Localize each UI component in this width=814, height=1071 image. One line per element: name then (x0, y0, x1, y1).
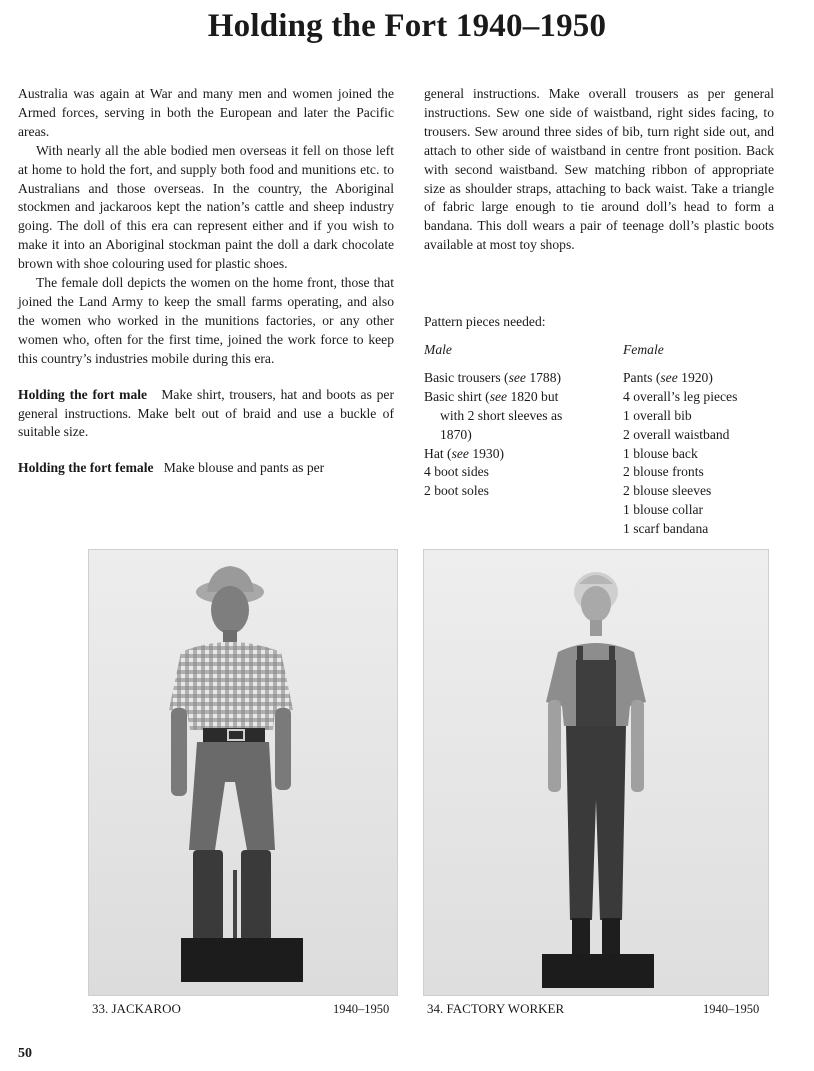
caption-date-jackaroo: 1940–1950 (333, 1002, 390, 1016)
pattern-item-text: 4 overall’s leg pieces (623, 388, 738, 404)
pattern-item (424, 369, 614, 388)
paragraph-female-instructions (18, 459, 394, 478)
pattern-item (623, 501, 793, 520)
pattern-item-text: 1870) (440, 426, 472, 442)
photo-factory-worker (423, 549, 769, 996)
pattern-item-ref: 1930) (468, 445, 505, 461)
pattern-item (424, 445, 614, 464)
pattern-list-female (623, 341, 793, 539)
paragraph-male-instructions (18, 386, 394, 443)
pattern-item (623, 463, 793, 482)
pattern-item-ref: 1820 but (507, 388, 559, 404)
pattern-item-text: 2 blouse fronts (623, 464, 704, 480)
pattern-item-text: 1 blouse collar (623, 502, 704, 518)
pattern-item (623, 407, 793, 426)
pattern-item (623, 520, 793, 539)
female-text: Make blouse and pants as per (163, 460, 325, 476)
pattern-heading: Pattern pieces needed: (424, 314, 546, 329)
female-label: Female (623, 342, 664, 357)
caption-jackaroo: 33. JACKAROO (92, 1001, 181, 1016)
pattern-item (424, 407, 614, 426)
pattern-item-see: see (489, 388, 508, 404)
male-label: Male (424, 342, 452, 357)
pattern-item-text: 1 blouse back (623, 445, 698, 461)
paragraph-hold-fort: With nearly all the able bodied men overseas it fell on those left at home to hold the fort, and supply both food and munitions etc. to Australians and those overseas. In the country, the Aboriginal stockmen and jackaroos kept the nation’s cattle and sheep industry going. The doll of this era can represent either and if you wish to make it into an Aboriginal stockman paint the doll a dark chocolate brown with shoe colouring used for plastic shoes. (18, 142, 394, 272)
pattern-item (623, 388, 793, 407)
page-title: Holding the Fort 1940–1950 (207, 8, 607, 44)
pattern-item-text: Hat ( (424, 445, 452, 461)
pattern-item (424, 426, 614, 445)
caption-date-factory-worker: 1940–1950 (703, 1002, 760, 1016)
paragraph-female-doll: The female doll depicts the women on the home front, those that joined the Land Army to keep the small farms operating, and also the women who worked in the munitions factories, or any other women who, often for the first time, joined the work force to keep this country’s industries mobile during this era. (18, 275, 394, 366)
left-column (18, 85, 394, 478)
paragraph-war: Australia was again at War and many men and women joined the Armed forces, serving in both the European and later the Pacific areas. (18, 86, 394, 139)
paragraph-continuation: general instructions. Make overall trousers as per general instructions. Sew one side of waistband, right sides facing, to trousers. Sew around three sides of bib, turn right side out, and attach to other side of waistband in centre front position. Back with second waistband. Sew matching ribbon of appropriate size as shoulder straps, attaching to back waist. Take a triangle of fabric large enough to tie around doll’s head to form a bandana. This doll wears a pair of teenage doll’s plastic boots available at most toy shops. (424, 86, 774, 253)
pattern-item-see: see (508, 369, 526, 385)
pattern-item (424, 482, 614, 501)
pattern-item-text: with 2 short sleeves as (440, 407, 563, 423)
pattern-item (623, 369, 793, 388)
pattern-item-text: Basic shirt ( (424, 388, 490, 404)
pattern-item (623, 482, 793, 501)
pattern-item-text: 1 scarf bandana (623, 521, 709, 537)
pattern-item-see: see (660, 369, 678, 385)
pattern-item-text: 2 blouse sleeves (623, 483, 712, 499)
pattern-item (623, 426, 793, 445)
male-heading: Holding the fort male (18, 386, 148, 402)
pattern-item-text: 2 boot soles (424, 483, 489, 499)
pattern-list-male (424, 341, 614, 501)
pattern-item-ref: 1920) (677, 369, 713, 385)
page-number: 50 (18, 1046, 32, 1061)
caption-factory-worker: 34. FACTORY WORKER (427, 1001, 565, 1016)
pattern-item-text: Pants ( (623, 369, 661, 385)
pattern-item (424, 463, 614, 482)
pattern-item-text: 2 overall waistband (623, 426, 730, 442)
right-column (424, 85, 774, 255)
pattern-item-text: 1 overall bib (623, 407, 692, 423)
pattern-item (424, 388, 614, 407)
pattern-item-ref: 1788) (525, 369, 562, 385)
female-heading: Holding the fort female (18, 460, 154, 476)
male-text: Make shirt, trousers, hat and boots as per general instructions. Make belt out of braid and use a buckle of suitable size. (18, 386, 394, 440)
pattern-item-text: 4 boot sides (424, 464, 489, 480)
photo-jackaroo (88, 549, 398, 996)
pattern-item (623, 445, 793, 464)
pattern-item-text: Basic trousers ( (424, 369, 509, 385)
pattern-item-see: see (451, 445, 469, 461)
